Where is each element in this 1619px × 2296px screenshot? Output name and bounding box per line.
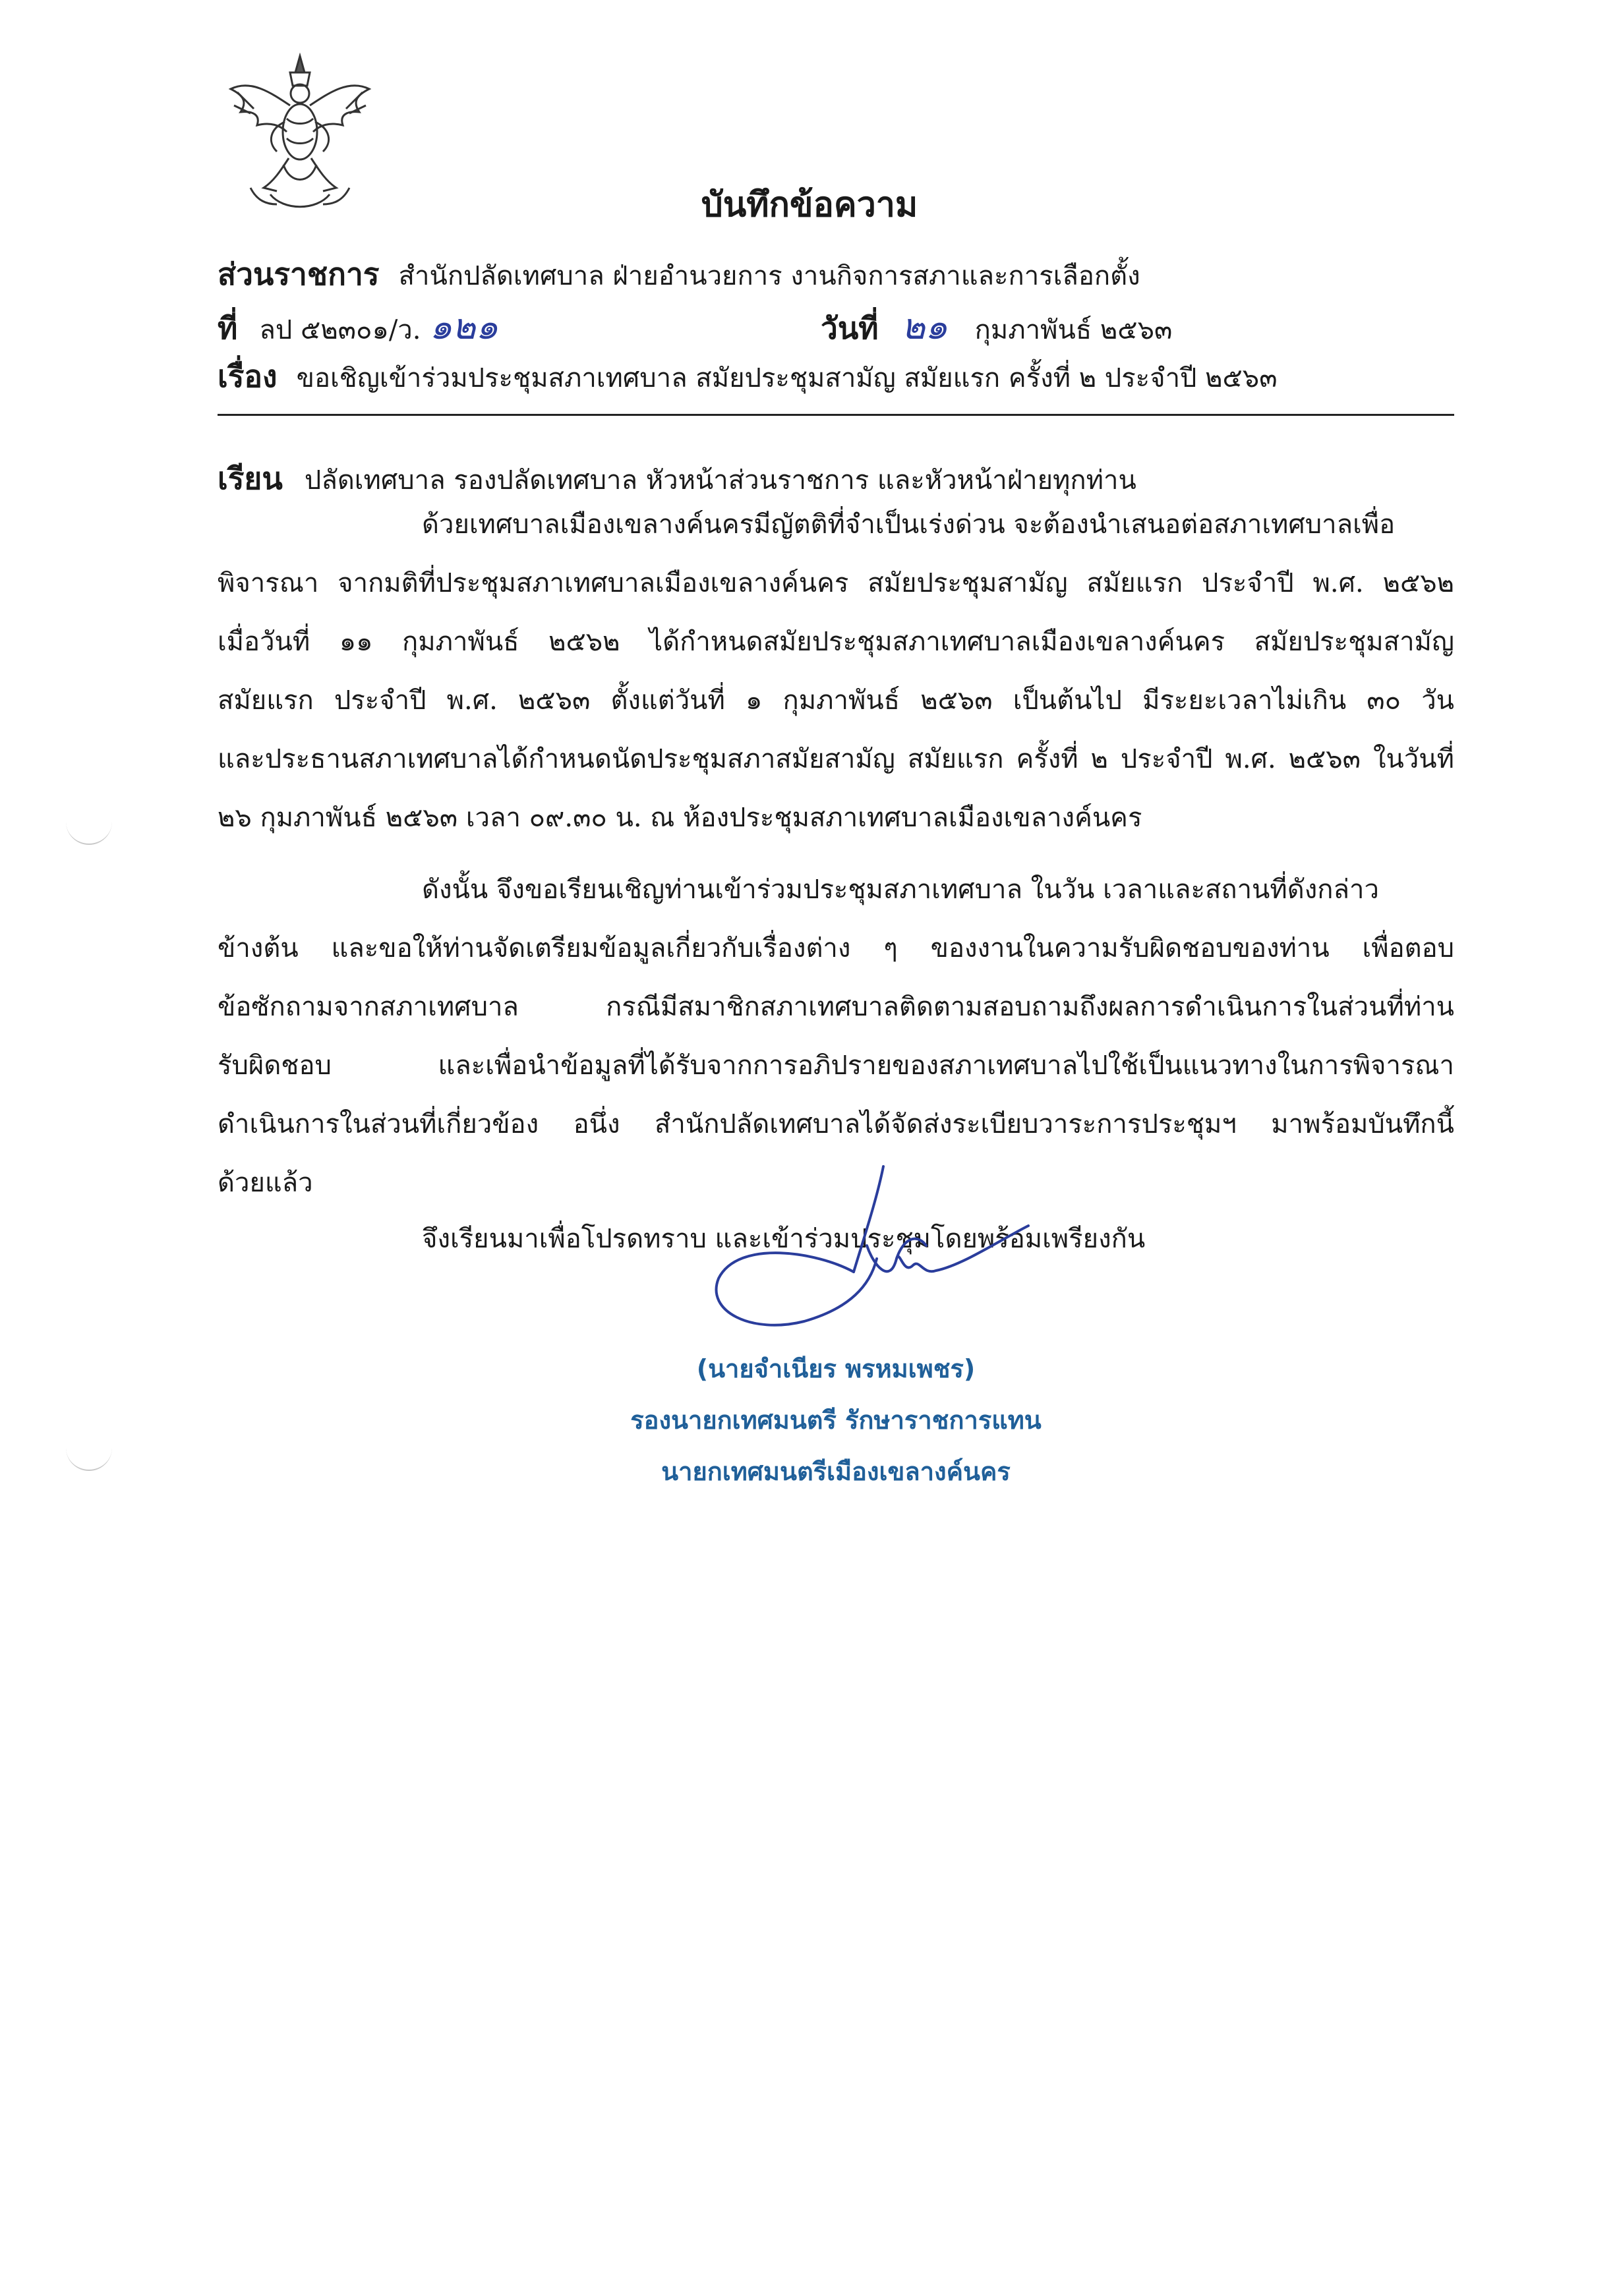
salutation-row <box>218 455 1136 503</box>
paragraph-line: รับผิดชอบ และเพื่อนำข้อมูลที่ได้รับจากการอภิปรายของสภาเทศบาลไปใช้เป็นแนวทางในการพิจารณา <box>218 1050 1454 1081</box>
paragraph-line: ๒๖ กุมภาพันธ์ ๒๕๖๓ เวลา ๐๙.๓๐ น. ณ ห้องประชุมสภาเทศบาลเมืองเขลางค์นคร <box>218 803 1142 833</box>
signatory-position-2: นายกเทศมนตรีเมืองเขลางค์นคร <box>661 1457 1011 1486</box>
ref-label: ที่ <box>218 310 238 346</box>
paragraph-line: ด้วยแล้ว <box>218 1168 313 1198</box>
agency-row <box>218 250 1140 299</box>
paragraph-line: ดังนั้น จึงขอเรียนเชิญท่านเข้าร่วมประชุมสภาเทศบาล ในวัน เวลาและสถานที่ดังกล่าว <box>422 875 1379 905</box>
date-handwritten-day: ๒๑ <box>901 306 948 347</box>
ref-handwritten-number: ๑๒๑ <box>429 306 498 347</box>
paragraph-line: สมัยแรก ประจำปี พ.ศ. ๒๕๖๓ ตั้งแต่วันที่ ๑ กุมภาพันธ์ ๒๕๖๓ เป็นต้นไป มีระยะเวลาไม่เกิน ๓๐ วัน <box>218 685 1454 716</box>
subject-value: ขอเชิญเข้าร่วมประชุมสภาเทศบาล สมัยประชุมสามัญ สมัยแรก ครั้งที่ ๒ ประจำปี ๒๕๖๓ <box>296 363 1278 393</box>
closing-line: จึงเรียนมาเพื่อโปรดทราบ และเข้าร่วมประชุมโดยพร้อมเพรียงกัน <box>422 1224 1146 1254</box>
paragraph-line: ข้างต้น และขอให้ท่านจัดเตรียมข้อมูลเกี่ยวกับเรื่องต่าง ๆ ของงานในความรับผิดชอบของท่าน เพื่อตอบ <box>218 933 1454 963</box>
memo-title: บันทึกข้อความ <box>701 185 918 225</box>
salutation-label: เรียน <box>218 461 283 496</box>
date-value: กุมภาพันธ์ ๒๕๖๓ <box>974 315 1173 345</box>
ref-row <box>218 298 498 355</box>
ref-value: ลป ๕๒๓๐๑/ว. <box>259 315 421 345</box>
punch-hole-mark <box>66 817 112 845</box>
subject-label: เรื่อง <box>218 359 278 394</box>
paragraph-line: ข้อซักถามจากสภาเทศบาล กรณีมีสมาชิกสภาเทศบาลติดตามสอบถามถึงผลการดำเนินการในส่วนที่ท่าน <box>218 992 1454 1022</box>
paragraph-line: ด้วยเทศบาลเมืองเขลางค์นครมีญัตติที่จำเป็นเร่งด่วน จะต้องนำเสนอต่อสภาเทศบาลเพื่อ <box>422 509 1396 540</box>
header-divider <box>218 414 1454 416</box>
date-label: วันที่ <box>821 310 879 346</box>
paragraph-line: ดำเนินการในส่วนที่เกี่ยวข้อง อนึ่ง สำนักปลัดเทศบาลได้จัดส่งระเบียบวาระการประชุมฯ มาพร้อมบันทึกนี้ <box>218 1109 1454 1139</box>
date-row <box>821 298 1172 355</box>
signatory-name: (นายจำเนียร พรหมเพชร) <box>696 1354 976 1383</box>
agency-value: สำนักปลัดเทศบาล ฝ่ายอำนวยการ งานกิจการสภาและการเลือกตั้ง <box>398 261 1140 291</box>
paragraph-line: พิจารณา จากมติที่ประชุมสภาเทศบาลเมืองเขลางค์นคร สมัยประชุมสามัญ สมัยแรก ประจำปี พ.ศ. ๒๕๖๒ <box>218 568 1454 598</box>
handwritten-signature <box>699 1160 1068 1344</box>
paragraph-line: และประธานสภาเทศบาลได้กำหนดนัดประชุมสภาสมัยสามัญ สมัยแรก ครั้งที่ ๒ ประจำปี พ.ศ. ๒๕๖๓ ในวันที่ <box>218 744 1454 774</box>
subject-row <box>218 353 1278 401</box>
paragraph-line: เมื่อวันที่ ๑๑ กุมภาพันธ์ ๒๕๖๒ ได้กำหนดสมัยประชุมสภาเทศบาลเมืองเขลางค์นคร สมัยประชุมสามัญ <box>218 627 1454 657</box>
signatory-position-1: รองนายกเทศมนตรี รักษาราชการแทน <box>630 1406 1042 1435</box>
salutation-value: ปลัดเทศบาล รองปลัดเทศบาล หัวหน้าส่วนราชการ และหัวหน้าฝ่ายทุกท่าน <box>304 465 1136 496</box>
agency-label: ส่วนราชการ <box>218 256 380 292</box>
